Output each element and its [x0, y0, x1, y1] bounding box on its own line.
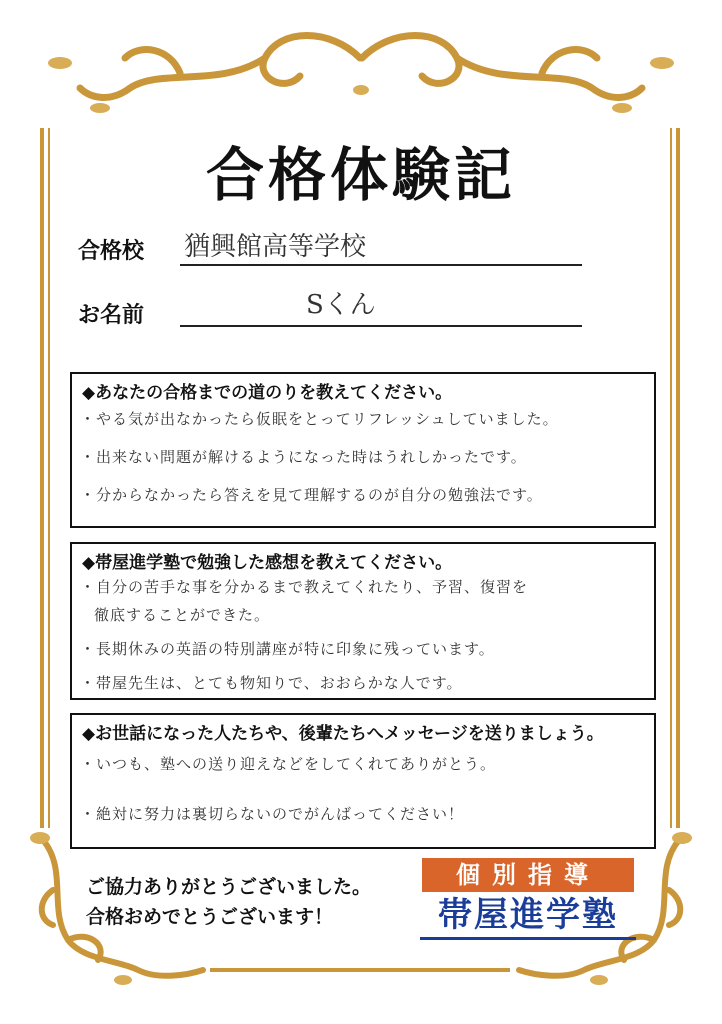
page-title: 合格体験記: [205, 141, 516, 209]
question-box-2: [70, 542, 656, 700]
thanks-line-1: ご協力ありがとうございました。: [86, 876, 372, 898]
answer-line: ・長期休みの英語の特別講座が特に印象に残っています。: [80, 640, 495, 658]
question-box-3: [70, 713, 656, 849]
logo-school-name: 帯屋進学塾: [420, 893, 636, 940]
school-value: 猶興館高等学校: [184, 232, 367, 262]
name-underline: [180, 325, 582, 327]
answer-line: 徹底することができた。: [94, 606, 271, 624]
top-ornament: [40, 18, 682, 123]
answer-line: ・帯屋先生は、とても物知りで、おおらかな人です。: [80, 674, 463, 692]
thanks-line-2: 合格おめでとうございます！: [86, 906, 334, 928]
frame-left-outer: [40, 128, 44, 828]
answer-line: ・出来ない問題が解けるようになった時はうれしかったです。: [80, 448, 527, 466]
answer-line: ・絶対に努力は裏切らないのでがんばってください！: [80, 805, 465, 823]
question-title-1: ◆あなたの合格までの道のりを教えてください。: [82, 383, 453, 403]
frame-right-outer: [676, 128, 680, 828]
question-title-2: ◆帯屋進学塾で勉強した感想を教えてください。: [82, 553, 453, 573]
answer-line: ・やる気が出なかったら仮眠をとってリフレッシュしていました。: [80, 410, 559, 428]
answer-line: ・自分の苦手な事を分かるまで教えてくれたり、予習、復習を: [80, 578, 529, 596]
answer-line: ・分からなかったら答えを見て理解するのが自分の勉強法です。: [80, 486, 543, 504]
name-value: Sくん: [306, 290, 376, 320]
question-title-3: ◆お世話になった人たちや、後輩たちへメッセージを送りましょう。: [82, 724, 604, 744]
question-box-1: [70, 372, 656, 528]
school-label: 合格校: [78, 239, 145, 264]
frame-right-inner: [670, 128, 672, 828]
name-label: お名前: [78, 303, 145, 328]
school-underline: [180, 264, 582, 266]
frame-bottom: [210, 968, 510, 972]
answer-line: ・いつも、塾への送り迎えなどをしてくれてありがとう。: [80, 755, 497, 773]
frame-left-inner: [48, 128, 50, 828]
logo-banner-top: 個別指導: [422, 858, 634, 892]
